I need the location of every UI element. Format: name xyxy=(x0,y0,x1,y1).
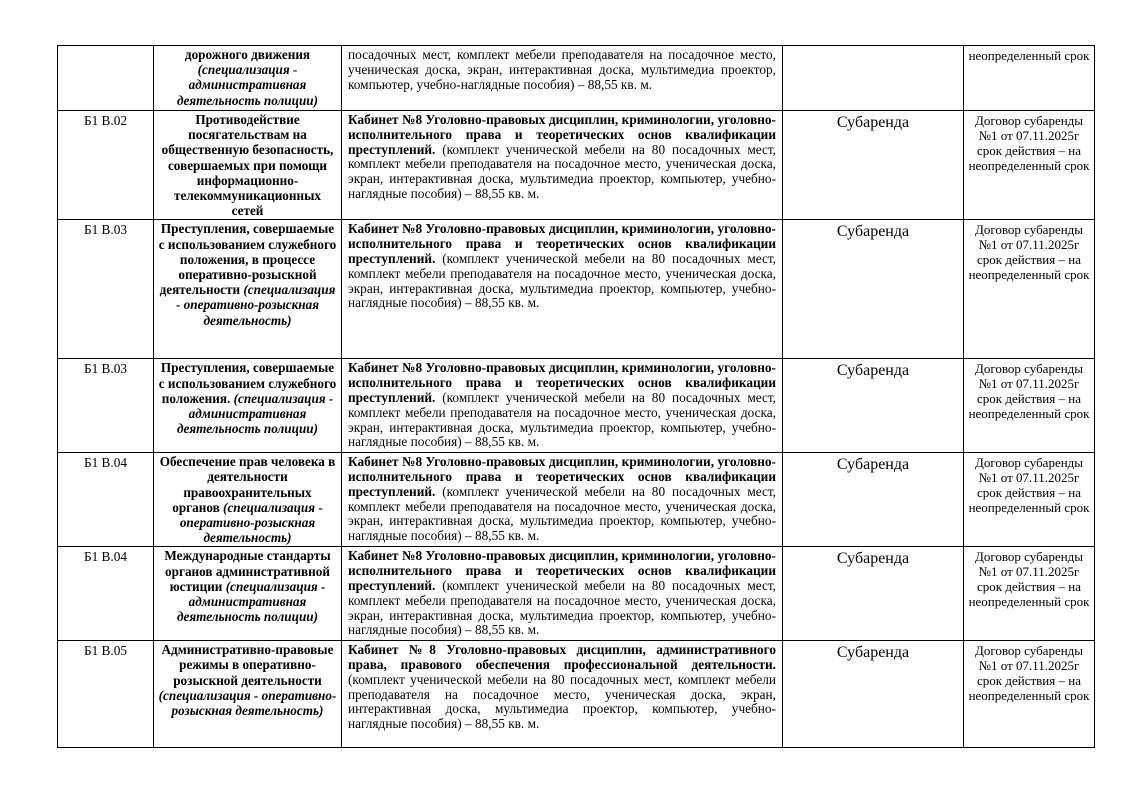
discipline-specialization: (специализация - административная деятельность полиции) xyxy=(176,390,334,437)
facility-equipment: (комплект ученической мебели на 80 посадочных мест, комплект мебели преподавателя на посадочное место, ученическая доска, экран, интерактивная доска, мультимедиа проектор, компьютер, учебно-наглядные пособия) – 88,55 кв. м. xyxy=(348,671,776,732)
table-row xyxy=(58,453,1095,547)
facility-room-name: Кабинет №8 Уголовно-правовых дисциплин, криминологии, уголовно-исполнительного права и теоретических основ квалификации преступлений. xyxy=(348,221,776,267)
cell-contract: Договор субаренды №1 от 07.11.2025г срок действия – на неопределенный срок xyxy=(964,111,1095,220)
cell-contract: неопределенный срок xyxy=(964,46,1095,111)
facility-equipment: (комплект ученической мебели на 80 посадочных мест, комплект мебели преподавателя на посадочное место, ученическая доска, экран, интерактивная доска, мультимедиа проектор, компьютер, учебно-наглядные пособия) – 88,55 кв. м. xyxy=(348,483,776,544)
discipline-specialization: (специализация - административная деятельность полиции) xyxy=(176,62,319,108)
cell-code: Б1 В.04 xyxy=(58,453,154,547)
discipline-title: дорожного движения xyxy=(184,47,311,62)
table-row xyxy=(58,111,1095,220)
discipline-specialization: (специализация - оперативно-розыскная деятельность) xyxy=(158,687,337,719)
cell-ownership: Субаренда xyxy=(783,220,964,359)
facility-equipment: (комплект ученической мебели на 80 посадочных мест, комплект мебели преподавателя на посадочное место, ученическая доска, экран, интерактивная доска, мультимедиа проектор, компьютер, учебно-наглядные пособия) – 88,55 кв. м. xyxy=(348,251,776,311)
cell-facility xyxy=(342,453,783,547)
facility-equipment: посадочных мест, комплект мебели преподавателя на посадочное место, ученическая доска, экран, интерактивная доска, мультимедиа проектор, компьютер, учебно-наглядные пособия) – 88,55 кв. м. xyxy=(348,47,776,92)
cell-code: Б1 В.05 xyxy=(58,641,154,748)
discipline-title: Международные стандарты органов административной юстиции xyxy=(164,548,331,594)
facility-equipment: (комплект ученической мебели на 80 посадочных мест, комплект мебели преподавателя на посадочное место, ученическая доска, экран, интерактивная доска, мультимедиа проектор, компьютер, учебно-наглядные пособия) – 88,55 кв. м. xyxy=(348,141,776,201)
cell-discipline xyxy=(154,111,342,220)
cell-code: Б1 В.03 xyxy=(58,220,154,359)
cell-discipline xyxy=(154,220,342,359)
cell-facility xyxy=(342,111,783,220)
cell-discipline xyxy=(154,46,342,111)
cell-contract: Договор субаренды №1 от 07.11.2025г срок действия – на неопределенный срок xyxy=(964,359,1095,453)
facility-room-name: Кабинет №8 Уголовно-правовых дисциплин, криминологии, уголовно-исполнительного права и теоретических основ квалификации преступлений. xyxy=(348,112,776,157)
cell-ownership: Субаренда xyxy=(783,453,964,547)
cell-contract: Договор субаренды №1 от 07.11.2025г срок действия – на неопределенный срок xyxy=(964,641,1095,748)
cell-discipline xyxy=(154,641,342,748)
facility-room-name: Кабинет №8 Уголовно-правовых дисциплин, административного права, правового обеспечения профессиональной деятельности. xyxy=(348,642,776,672)
cell-ownership: Субаренда xyxy=(783,111,964,220)
cell-contract: Договор субаренды №1 от 07.11.2025г срок действия – на неопределенный срок xyxy=(964,220,1095,359)
facility-equipment: (комплект ученической мебели на 80 посадочных мест, комплект мебели преподавателя на посадочное место, ученическая доска, экран, интерактивная доска, мультимедиа проектор, компьютер, учебно-наглядные пособия) – 88,55 кв. м. xyxy=(348,578,776,638)
facilities-table xyxy=(57,45,1095,748)
facility-room-name: Кабинет №8 Уголовно-правовых дисциплин, криминологии, уголовно-исполнительного права и теоретических основ квалификации преступлений. xyxy=(348,360,776,406)
cell-facility xyxy=(342,359,783,453)
cell-facility xyxy=(342,547,783,641)
cell-code: Б1 В.04 xyxy=(58,547,154,641)
discipline-title: Противодействие посягательствам на общественную безопасность, совершаемых при помощи информационно-телекоммуникационных сетей xyxy=(161,112,334,219)
cell-ownership: Субаренда xyxy=(783,547,964,641)
discipline-title: Преступления, совершаемые с использованием служебного положения. xyxy=(158,360,337,406)
table-row xyxy=(58,359,1095,453)
discipline-specialization: (специализация - оперативно-розыскная деятельность) xyxy=(179,499,323,546)
cell-facility xyxy=(342,46,783,111)
cell-code: Б1 В.02 xyxy=(58,111,154,220)
cell-code: Б1 В.03 xyxy=(58,359,154,453)
facility-equipment: (комплект ученической мебели на 80 посадочных мест, комплект мебели преподавателя на посадочное место, ученическая доска, экран, интерактивная доска, мультимедиа проектор, компьютер, учебно-наглядные пособия) – 88,55 кв. м. xyxy=(348,390,776,450)
discipline-title: Преступления, совершаемые с использованием служебного положения, в процессе оперативно-розыскной деятельности xyxy=(158,221,337,298)
cell-discipline xyxy=(154,453,342,547)
discipline-specialization: (специализация - оперативно-розыскная деятельность) xyxy=(175,282,336,328)
cell-ownership xyxy=(783,46,964,111)
cell-facility xyxy=(342,641,783,748)
cell-ownership: Субаренда xyxy=(783,641,964,748)
discipline-specialization: (специализация - административная деятельность полиции) xyxy=(176,578,326,625)
table-row xyxy=(58,547,1095,641)
cell-discipline xyxy=(154,359,342,453)
facility-room-name: Кабинет №8 Уголовно-правовых дисциплин, криминологии, уголовно-исполнительного права и теоретических основ квалификации преступлений. xyxy=(348,548,776,594)
cell-code xyxy=(58,46,154,111)
cell-contract: Договор субаренды №1 от 07.11.2025г срок действия – на неопределенный срок xyxy=(964,453,1095,547)
cell-contract: Договор субаренды №1 от 07.11.2025г срок действия – на неопределенный срок xyxy=(964,547,1095,641)
cell-discipline xyxy=(154,547,342,641)
cell-facility xyxy=(342,220,783,359)
table-body xyxy=(58,46,1095,748)
discipline-title: Обеспечение прав человека в деятельности правоохранительных органов xyxy=(159,454,336,515)
table-row xyxy=(58,46,1095,111)
table-row xyxy=(58,220,1095,359)
table-row xyxy=(58,641,1095,748)
cell-ownership: Субаренда xyxy=(783,359,964,453)
facility-room-name: Кабинет №8 Уголовно-правовых дисциплин, криминологии, уголовно-исполнительного права и теоретических основ квалификации преступлений. xyxy=(348,454,776,499)
discipline-title: Административно-правовые режимы в оперативно-розыскной деятельности xyxy=(161,642,334,688)
